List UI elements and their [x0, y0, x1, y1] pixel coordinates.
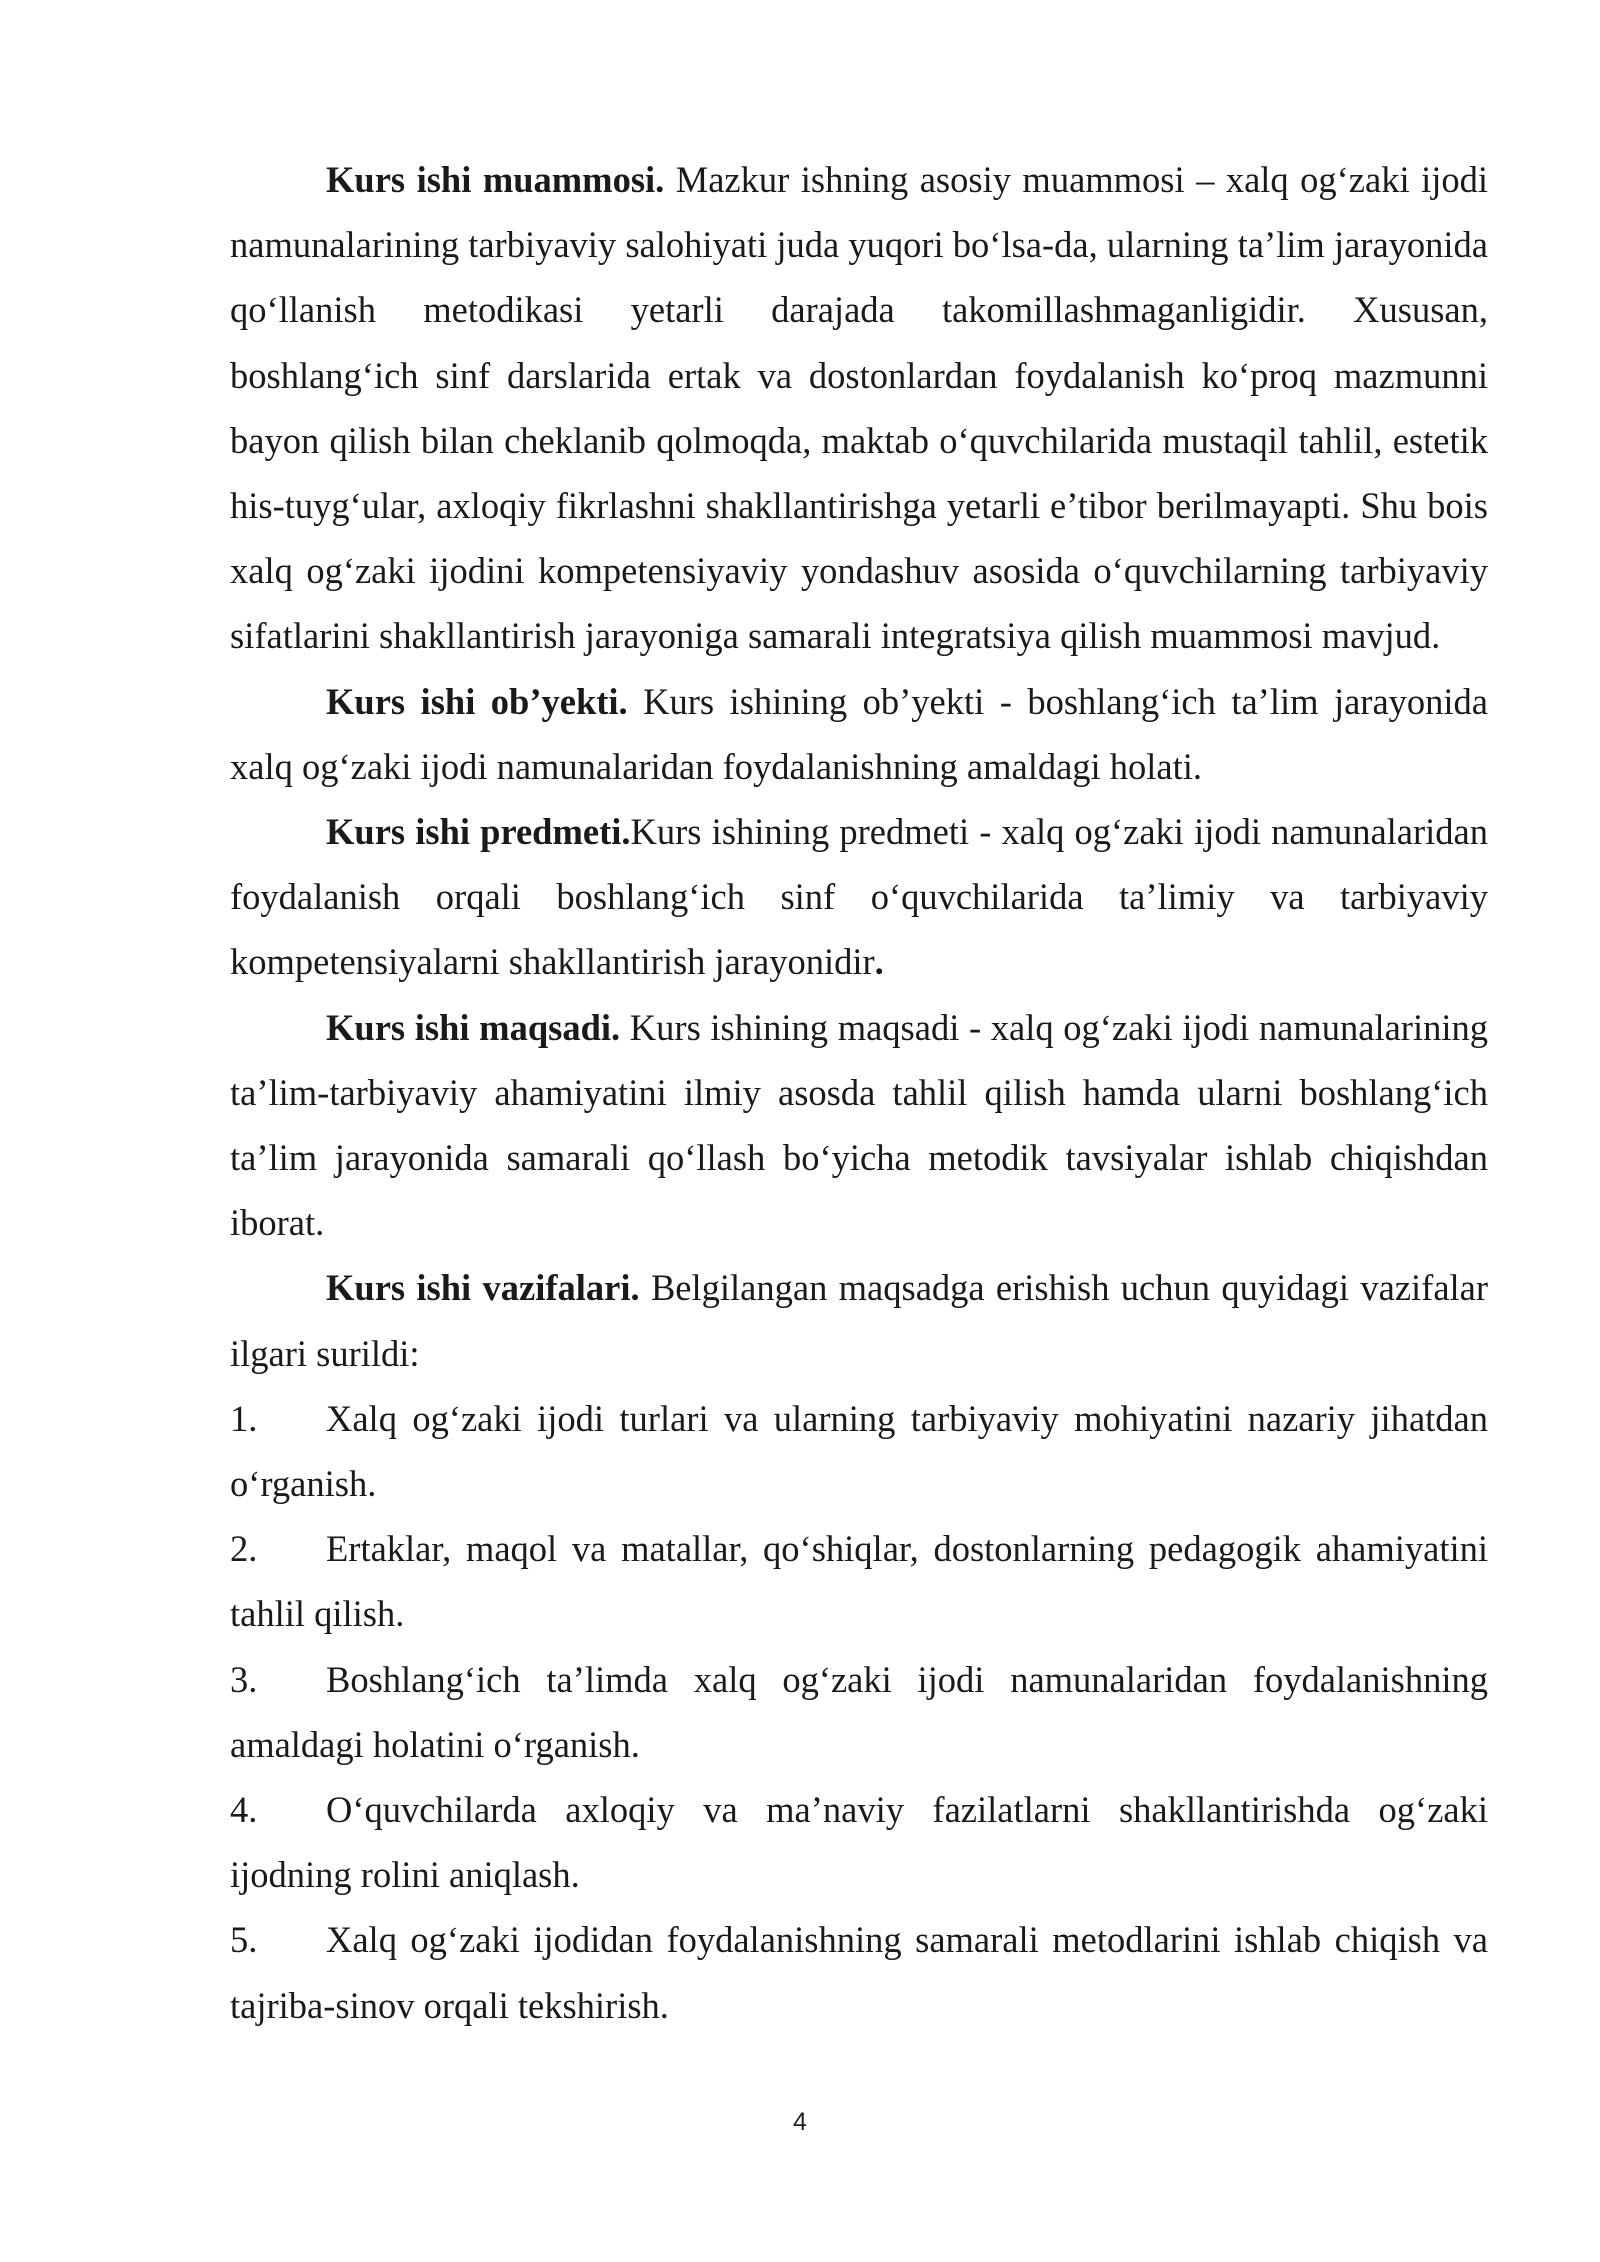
task-number: 4.: [230, 1789, 258, 1831]
paragraph-obyekt: [230, 669, 1488, 799]
task-number: 2.: [230, 1528, 258, 1570]
text-maqsad: Kurs ishining maqsadi - xalq og‘zaki ijodi namunalarining ta’lim-tarbiyaviy ahamiyatini ilmiy asosda tahlil qilish hamda ularni boshlang‘ich ta’lim jarayonida samarali qo‘llash bo‘yicha metodik tavsiyalar ishlab chiqishdan iborat.: [230, 1006, 1488, 1244]
text-muammo: Mazkur ishning asosiy muammosi – xalq og‘zaki ijodi namunalarining tarbiyaviy salohiyati juda yuqori bo‘lsa-da, ularning ta’lim jarayonida qo‘llanish metodikasi yetarli darajada takomillashmaganligidir. Xususan, boshlang‘ich sinf darslarida ertak va dostonlardan foydalanish ko‘proq mazmunni bayon qilish bilan cheklanib qolmoqda, maktab o‘quvchilarida mustaqil tahlil, estetik his-tuyg‘ular, axloqiy fikrlashni shakllantirishga yetarli e’tibor berilmayapti. Shu bois xalq og‘zaki ijodini kompetensiyaviy yondashuv asosida o‘quvchilarning tarbiyaviy sifatlarini shakllantirish jarayoniga samarali integratsiya qilish muammosi mavjud.: [230, 159, 1488, 657]
task-item-5: [230, 1907, 1488, 2037]
trailing-period: .: [874, 941, 884, 983]
task-text: Boshlang‘ich ta’limda xalq og‘zaki ijodi namunalaridan foydalanishning amaldagi holatini o‘rganish.: [230, 1658, 1488, 1765]
text-predmet: Kurs ishining predmeti - xalq og‘zaki ijodi namunalaridan foydalanish orqali boshlang‘ich sinf o‘quvchilarida ta’limiy va tarbiyaviy kompetensiyalarni shakllantirish jarayonidir: [230, 811, 1488, 983]
heading-obyekt: Kurs ishi ob’yekti.: [326, 680, 628, 722]
task-number: 3.: [230, 1658, 258, 1700]
task-item-2: [230, 1516, 1488, 1646]
text-obyekt: Kurs ishining ob’yekti - boshlang‘ich ta’lim jarayonida xalq og‘zaki ijodi namunalaridan foydalanishning amaldagi holati.: [230, 680, 1488, 787]
task-text: O‘quvchilarda axloqiy va ma’naviy fazilatlarni shakllantirishda og‘zaki ijodning rolini aniqlash.: [230, 1789, 1488, 1896]
document-page: [230, 147, 1488, 2038]
heading-predmet: Kurs ishi predmeti.: [326, 811, 631, 853]
heading-vazifalar: Kurs ishi vazifalari.: [326, 1267, 640, 1309]
text-vazifalar: Belgilangan maqsadga erishish uchun quyidagi vazifalar ilgari surildi:: [230, 1267, 1489, 1374]
paragraph-muammo: [230, 147, 1488, 669]
heading-maqsad: Kurs ishi maqsadi.: [326, 1006, 621, 1048]
task-text: Xalq og‘zaki ijodi turlari va ularning tarbiyaviy mohiyatini nazariy jihatdan o‘rganish.: [230, 1397, 1488, 1505]
paragraph-vazifalar: [230, 1255, 1488, 1385]
task-text: Xalq og‘zaki ijodidan foydalanishning samarali metodlarini ishlab chiqish va tajriba-sinov orqali tekshirish.: [230, 1919, 1488, 2026]
task-number: 1.: [230, 1397, 258, 1439]
page-number: 4: [793, 2108, 807, 2136]
task-item-4: [230, 1777, 1488, 1907]
task-number: 5.: [230, 1919, 258, 1961]
heading-muammo: Kurs ishi muammosi.: [326, 159, 665, 200]
paragraph-predmet: [230, 799, 1488, 995]
task-text: Ertaklar, maqol va matallar, qo‘shiqlar, dostonlarning pedagogik ahamiyatini tahlil qilish.: [230, 1528, 1488, 1635]
task-item-1: [230, 1386, 1488, 1516]
paragraph-maqsad: [230, 995, 1488, 1256]
task-item-3: [230, 1647, 1488, 1777]
